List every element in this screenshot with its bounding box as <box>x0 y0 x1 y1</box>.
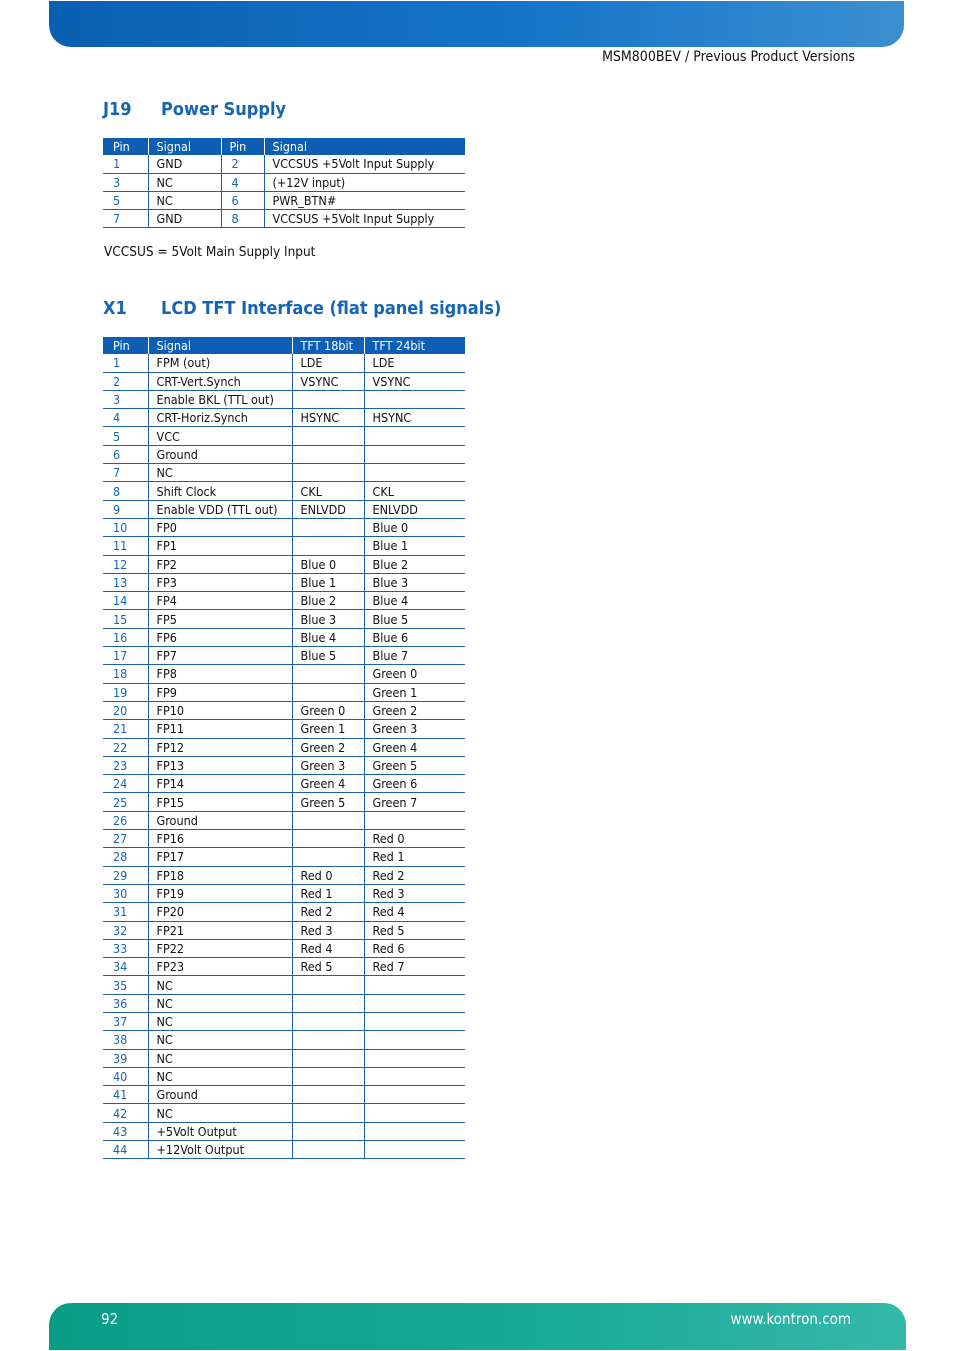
pin-number-cell: 31 <box>103 903 148 921</box>
x1-number: X1 <box>103 298 127 319</box>
signal-cell: Red 5 <box>364 921 465 939</box>
signal-cell <box>364 1049 465 1067</box>
signal-cell: Green 3 <box>364 720 465 738</box>
pin-number-cell: 34 <box>103 958 148 976</box>
signal-cell <box>364 1067 465 1085</box>
signal-cell: NC <box>148 464 292 482</box>
signal-cell <box>364 994 465 1012</box>
pin-number-cell: 1 <box>103 354 148 372</box>
pin-number-cell: 35 <box>103 976 148 994</box>
signal-cell: GND <box>148 155 221 173</box>
signal-cell <box>364 1086 465 1104</box>
table-row <box>103 155 465 173</box>
pin-number-cell: 11 <box>103 537 148 555</box>
table-row <box>103 1104 465 1122</box>
table-row <box>103 701 465 719</box>
pin-number-cell: 22 <box>103 738 148 756</box>
pin-number-cell: 21 <box>103 720 148 738</box>
signal-cell <box>364 390 465 408</box>
signal-cell: FP22 <box>148 939 292 957</box>
signal-cell: (+12V input) <box>264 173 465 191</box>
table-row <box>103 445 465 463</box>
signal-cell: Red 0 <box>364 830 465 848</box>
signal-cell: PWR_BTN# <box>264 191 465 209</box>
table-row <box>103 537 465 555</box>
signal-cell: Green 0 <box>292 701 364 719</box>
table-row <box>103 1141 465 1159</box>
table-row <box>103 1067 465 1085</box>
signal-cell: FP6 <box>148 628 292 646</box>
pin-number-cell: 10 <box>103 518 148 536</box>
signal-cell <box>292 1141 364 1159</box>
table-row <box>103 958 465 976</box>
signal-cell <box>292 427 364 445</box>
pin-number-cell: 38 <box>103 1031 148 1049</box>
signal-cell <box>364 1012 465 1030</box>
pin-number-cell: 40 <box>103 1067 148 1085</box>
table-row <box>103 903 465 921</box>
pin-number-cell: 18 <box>103 665 148 683</box>
signal-cell <box>364 445 465 463</box>
signal-cell: NC <box>148 1104 292 1122</box>
signal-cell: FP9 <box>148 683 292 701</box>
signal-cell: Red 3 <box>292 921 364 939</box>
pin-number-cell: 7 <box>103 210 148 228</box>
pin-number-cell: 20 <box>103 701 148 719</box>
signal-cell: Red 4 <box>292 939 364 957</box>
pin-number-cell: 7 <box>103 464 148 482</box>
signal-cell: FP21 <box>148 921 292 939</box>
table-row <box>103 647 465 665</box>
signal-cell: Blue 4 <box>292 628 364 646</box>
pin-number-cell: 2 <box>221 155 264 173</box>
table-row <box>103 409 465 427</box>
pin-number-cell: 8 <box>103 482 148 500</box>
table-row <box>103 628 465 646</box>
signal-cell: Enable BKL (TTL out) <box>148 390 292 408</box>
signal-cell: FP1 <box>148 537 292 555</box>
signal-cell: ENLVDD <box>292 500 364 518</box>
signal-cell <box>292 976 364 994</box>
signal-cell: GND <box>148 210 221 228</box>
signal-cell <box>364 1122 465 1140</box>
table-row <box>103 1122 465 1140</box>
signal-cell: VCCSUS +5Volt Input Supply <box>264 210 465 228</box>
signal-cell: Blue 1 <box>292 573 364 591</box>
j19-number: J19 <box>103 99 132 120</box>
signal-cell: Blue 2 <box>292 592 364 610</box>
table-row <box>103 518 465 536</box>
signal-cell: ENLVDD <box>364 500 465 518</box>
pin-number-cell: 17 <box>103 647 148 665</box>
pin-number-cell: 16 <box>103 628 148 646</box>
pin-number-cell: 44 <box>103 1141 148 1159</box>
signal-cell: Red 4 <box>364 903 465 921</box>
table-row <box>103 756 465 774</box>
signal-cell <box>292 1122 364 1140</box>
signal-cell: Blue 4 <box>364 592 465 610</box>
signal-cell: Red 6 <box>364 939 465 957</box>
signal-cell: CRT-Vert.Synch <box>148 372 292 390</box>
signal-cell: HSYNC <box>292 409 364 427</box>
signal-cell: Red 5 <box>292 958 364 976</box>
table-row <box>103 683 465 701</box>
col-header-signal: Signal <box>264 138 465 155</box>
signal-cell: Blue 1 <box>364 537 465 555</box>
signal-cell: FP16 <box>148 830 292 848</box>
signal-cell: NC <box>148 1012 292 1030</box>
table-row <box>103 976 465 994</box>
signal-cell: Blue 2 <box>364 555 465 573</box>
signal-cell: Blue 6 <box>364 628 465 646</box>
pin-number-cell: 39 <box>103 1049 148 1067</box>
power-supply-table <box>103 138 465 228</box>
website-link[interactable]: www.kontron.com <box>730 1310 851 1328</box>
signal-cell: FP10 <box>148 701 292 719</box>
signal-cell: NC <box>148 173 221 191</box>
signal-cell: Green 1 <box>364 683 465 701</box>
pin-number-cell: 19 <box>103 683 148 701</box>
signal-cell: FP13 <box>148 756 292 774</box>
vccsus-note: VCCSUS = 5Volt Main Supply Input <box>104 244 316 260</box>
pin-number-cell: 33 <box>103 939 148 957</box>
signal-cell: Ground <box>148 445 292 463</box>
col-header-signal: Signal <box>148 337 292 354</box>
table-row <box>103 173 465 191</box>
table-row <box>103 665 465 683</box>
signal-cell <box>292 848 364 866</box>
signal-cell: Green 2 <box>292 738 364 756</box>
table-row <box>103 1031 465 1049</box>
signal-cell <box>292 1012 364 1030</box>
signal-cell: Blue 7 <box>364 647 465 665</box>
table-row <box>103 592 465 610</box>
top-banner <box>49 1 904 47</box>
col-header-signal: Signal <box>148 138 221 155</box>
signal-cell: Green 7 <box>364 793 465 811</box>
signal-cell: Green 3 <box>292 756 364 774</box>
signal-cell: FP15 <box>148 793 292 811</box>
signal-cell <box>292 1049 364 1067</box>
pin-number-cell: 30 <box>103 884 148 902</box>
signal-cell: VCC <box>148 427 292 445</box>
pin-number-cell: 29 <box>103 866 148 884</box>
pin-number-cell: 42 <box>103 1104 148 1122</box>
table-row <box>103 500 465 518</box>
pin-number-cell: 2 <box>103 372 148 390</box>
table-row <box>103 939 465 957</box>
pin-number-cell: 12 <box>103 555 148 573</box>
signal-cell: NC <box>148 976 292 994</box>
table-row <box>103 921 465 939</box>
signal-cell <box>292 811 364 829</box>
col-header-pin: Pin <box>103 138 148 155</box>
pin-number-cell: 5 <box>103 427 148 445</box>
signal-cell: FP19 <box>148 884 292 902</box>
signal-cell: Red 2 <box>292 903 364 921</box>
pin-number-cell: 36 <box>103 994 148 1012</box>
signal-cell: Green 5 <box>364 756 465 774</box>
signal-cell <box>292 390 364 408</box>
pin-number-cell: 24 <box>103 775 148 793</box>
col-header-tft24: TFT 24bit <box>364 337 465 354</box>
pin-number-cell: 6 <box>221 191 264 209</box>
signal-cell <box>292 537 364 555</box>
page-number: 92 <box>101 1310 119 1328</box>
pin-number-cell: 13 <box>103 573 148 591</box>
signal-cell <box>364 1104 465 1122</box>
signal-cell: FP4 <box>148 592 292 610</box>
signal-cell: LDE <box>364 354 465 372</box>
pin-number-cell: 1 <box>103 155 148 173</box>
signal-cell: Enable VDD (TTL out) <box>148 500 292 518</box>
signal-cell: Red 3 <box>364 884 465 902</box>
signal-cell <box>364 427 465 445</box>
pin-number-cell: 4 <box>221 173 264 191</box>
signal-cell: Green 0 <box>364 665 465 683</box>
signal-cell: LDE <box>292 354 364 372</box>
table-row <box>103 555 465 573</box>
table-row <box>103 1049 465 1067</box>
signal-cell: Green 4 <box>292 775 364 793</box>
table-header-row <box>103 138 465 155</box>
signal-cell: Blue 0 <box>292 555 364 573</box>
signal-cell: FP18 <box>148 866 292 884</box>
pin-number-cell: 14 <box>103 592 148 610</box>
signal-cell: Red 2 <box>364 866 465 884</box>
signal-cell <box>292 994 364 1012</box>
signal-cell: Ground <box>148 811 292 829</box>
table-row <box>103 884 465 902</box>
signal-cell: +5Volt Output <box>148 1122 292 1140</box>
signal-cell: Green 6 <box>364 775 465 793</box>
signal-cell <box>364 976 465 994</box>
signal-cell: FP7 <box>148 647 292 665</box>
x1-title: LCD TFT Interface (flat panel signals) <box>161 298 502 319</box>
signal-cell: NC <box>148 191 221 209</box>
table-row <box>103 1012 465 1030</box>
signal-cell: VSYNC <box>364 372 465 390</box>
signal-cell <box>364 811 465 829</box>
doc-title: MSM800BEV / Previous Product Versions <box>602 49 855 65</box>
signal-cell: Blue 5 <box>292 647 364 665</box>
table-row <box>103 482 465 500</box>
pin-number-cell: 41 <box>103 1086 148 1104</box>
table-row <box>103 738 465 756</box>
pin-number-cell: 23 <box>103 756 148 774</box>
pin-number-cell: 6 <box>103 445 148 463</box>
signal-cell: CKL <box>364 482 465 500</box>
signal-cell <box>292 518 364 536</box>
signal-cell <box>292 665 364 683</box>
signal-cell: FP0 <box>148 518 292 536</box>
signal-cell: Red 1 <box>364 848 465 866</box>
pin-number-cell: 4 <box>103 409 148 427</box>
signal-cell: FP11 <box>148 720 292 738</box>
signal-cell <box>292 1067 364 1085</box>
signal-cell: FP17 <box>148 848 292 866</box>
pin-number-cell: 37 <box>103 1012 148 1030</box>
signal-cell: Green 4 <box>364 738 465 756</box>
signal-cell: Blue 3 <box>364 573 465 591</box>
signal-cell <box>292 445 364 463</box>
table-row <box>103 191 465 209</box>
signal-cell <box>364 1141 465 1159</box>
pin-number-cell: 43 <box>103 1122 148 1140</box>
signal-cell: NC <box>148 994 292 1012</box>
pin-number-cell: 25 <box>103 793 148 811</box>
table-row <box>103 1086 465 1104</box>
table-row <box>103 811 465 829</box>
table-row <box>103 372 465 390</box>
pin-number-cell: 28 <box>103 848 148 866</box>
signal-cell: CRT-Horiz.Synch <box>148 409 292 427</box>
signal-cell: VCCSUS +5Volt Input Supply <box>264 155 465 173</box>
signal-cell: NC <box>148 1067 292 1085</box>
pin-number-cell: 15 <box>103 610 148 628</box>
col-header-pin: Pin <box>221 138 264 155</box>
signal-cell: Ground <box>148 1086 292 1104</box>
signal-cell: HSYNC <box>364 409 465 427</box>
signal-cell <box>292 464 364 482</box>
signal-cell: Blue 3 <box>292 610 364 628</box>
signal-cell: FP2 <box>148 555 292 573</box>
signal-cell: FP3 <box>148 573 292 591</box>
lcd-tft-table <box>103 337 465 1159</box>
signal-cell: Shift Clock <box>148 482 292 500</box>
table-row <box>103 354 465 372</box>
signal-cell: FP14 <box>148 775 292 793</box>
table-row <box>103 390 465 408</box>
table-row <box>103 848 465 866</box>
pin-number-cell: 5 <box>103 191 148 209</box>
signal-cell <box>292 1031 364 1049</box>
signal-cell: Red 0 <box>292 866 364 884</box>
signal-cell <box>292 830 364 848</box>
pin-number-cell: 26 <box>103 811 148 829</box>
signal-cell: Blue 5 <box>364 610 465 628</box>
pin-number-cell: 3 <box>103 390 148 408</box>
table-row <box>103 573 465 591</box>
col-header-tft18: TFT 18bit <box>292 337 364 354</box>
col-header-pin: Pin <box>103 337 148 354</box>
signal-cell: CKL <box>292 482 364 500</box>
table-row <box>103 464 465 482</box>
signal-cell <box>364 1031 465 1049</box>
table-row <box>103 610 465 628</box>
signal-cell: FP5 <box>148 610 292 628</box>
table-row <box>103 793 465 811</box>
pin-number-cell: 32 <box>103 921 148 939</box>
signal-cell: FP23 <box>148 958 292 976</box>
j19-title: Power Supply <box>161 99 287 120</box>
signal-cell: VSYNC <box>292 372 364 390</box>
signal-cell: Green 1 <box>292 720 364 738</box>
table-row <box>103 210 465 228</box>
table-row <box>103 866 465 884</box>
signal-cell <box>292 683 364 701</box>
table-header-row <box>103 337 465 354</box>
signal-cell: FP12 <box>148 738 292 756</box>
table-row <box>103 720 465 738</box>
table-row <box>103 775 465 793</box>
signal-cell: FP8 <box>148 665 292 683</box>
table-row <box>103 994 465 1012</box>
pin-number-cell: 27 <box>103 830 148 848</box>
signal-cell: FPM (out) <box>148 354 292 372</box>
signal-cell: +12Volt Output <box>148 1141 292 1159</box>
pin-number-cell: 3 <box>103 173 148 191</box>
signal-cell: Green 2 <box>364 701 465 719</box>
x1-heading <box>103 298 501 319</box>
signal-cell <box>292 1086 364 1104</box>
table-row <box>103 830 465 848</box>
pin-number-cell: 9 <box>103 500 148 518</box>
signal-cell: Red 7 <box>364 958 465 976</box>
signal-cell: NC <box>148 1049 292 1067</box>
signal-cell <box>292 1104 364 1122</box>
signal-cell: FP20 <box>148 903 292 921</box>
j19-heading <box>103 99 286 120</box>
signal-cell: NC <box>148 1031 292 1049</box>
signal-cell: Red 1 <box>292 884 364 902</box>
signal-cell: Green 5 <box>292 793 364 811</box>
signal-cell <box>364 464 465 482</box>
table-row <box>103 427 465 445</box>
signal-cell: Blue 0 <box>364 518 465 536</box>
pin-number-cell: 8 <box>221 210 264 228</box>
